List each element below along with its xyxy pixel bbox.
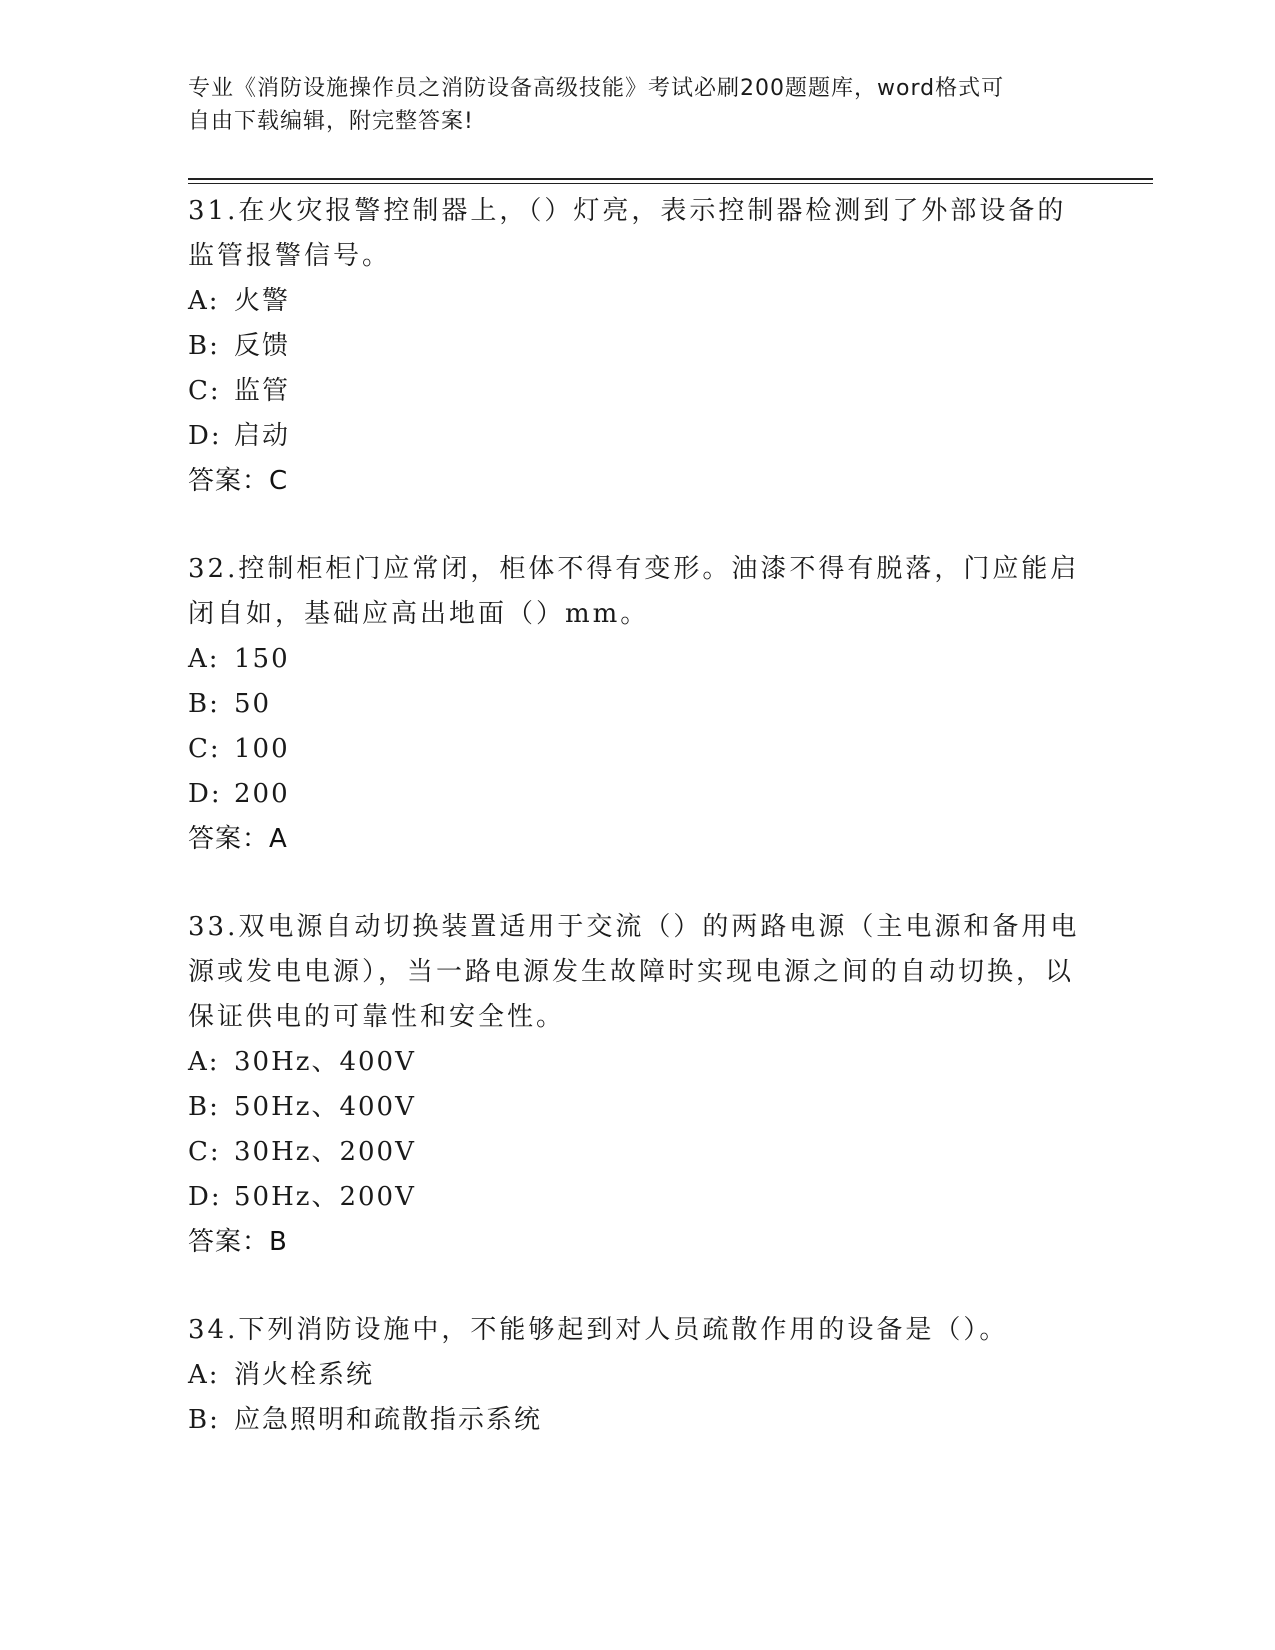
option-d bbox=[188, 414, 1088, 459]
answer-label: 答案：B bbox=[188, 1227, 288, 1257]
option-text: 监管 bbox=[234, 376, 291, 406]
option-a bbox=[188, 279, 1088, 324]
option-letter: B: bbox=[188, 689, 220, 719]
option-c bbox=[188, 369, 1088, 414]
option-letter: B: bbox=[188, 1092, 220, 1122]
option-text: 50 bbox=[234, 689, 272, 719]
option-a bbox=[188, 1040, 1088, 1085]
option-text: 200 bbox=[234, 779, 290, 809]
question-34 bbox=[188, 1308, 1088, 1443]
question-stem: 32.控制柜柜门应常闭，柜体不得有变形。油漆不得有脱落，门应能启闭自如，基础应高出地面（）mm。 bbox=[188, 554, 1080, 629]
question-31 bbox=[188, 189, 1088, 504]
option-letter: B: bbox=[188, 331, 220, 361]
option-letter: B: bbox=[188, 1405, 220, 1435]
option-a bbox=[188, 1353, 1088, 1398]
header-divider-thin bbox=[188, 183, 1153, 184]
option-b bbox=[188, 324, 1088, 369]
option-d bbox=[188, 772, 1088, 817]
question-list bbox=[188, 189, 1088, 1486]
question-32 bbox=[188, 547, 1088, 862]
header-line-1: 专业《消防设施操作员之消防设备高级技能》考试必刷200题题库，word格式可 bbox=[188, 76, 1005, 101]
option-b bbox=[188, 1398, 1088, 1443]
option-text: 30Hz、400V bbox=[234, 1047, 416, 1077]
option-letter: C: bbox=[188, 376, 221, 406]
option-c bbox=[188, 1130, 1088, 1175]
option-letter: A: bbox=[188, 1360, 220, 1390]
question-stem: 31.在火灾报警控制器上，（）灯亮，表示控制器检测到了外部设备的监管报警信号。 bbox=[188, 196, 1067, 271]
header-line-2: 自由下载编辑，附完整答案! bbox=[188, 109, 474, 134]
option-letter: C: bbox=[188, 734, 221, 764]
option-letter: D: bbox=[188, 421, 222, 451]
option-text: 30Hz、200V bbox=[234, 1137, 416, 1167]
option-text: 50Hz、400V bbox=[234, 1092, 416, 1122]
option-b bbox=[188, 1085, 1088, 1130]
option-letter: D: bbox=[188, 1182, 222, 1212]
option-letter: A: bbox=[188, 644, 220, 674]
option-text: 应急照明和疏散指示系统 bbox=[234, 1405, 543, 1435]
option-text: 100 bbox=[234, 734, 290, 764]
header-divider-thick bbox=[188, 178, 1153, 180]
option-text: 50Hz、200V bbox=[234, 1182, 416, 1212]
option-c bbox=[188, 727, 1088, 772]
option-letter: A: bbox=[188, 1047, 220, 1077]
question-stem: 33.双电源自动切换装置适用于交流（）的两路电源（主电源和备用电源或发电电源），当一路电源发生故障时实现电源之间的自动切换，以保证供电的可靠性和安全性。 bbox=[188, 912, 1080, 1032]
option-letter: D: bbox=[188, 779, 222, 809]
option-text: 启动 bbox=[234, 421, 291, 451]
document-header bbox=[188, 72, 1068, 138]
answer-label: 答案：C bbox=[188, 466, 289, 496]
option-text: 150 bbox=[234, 644, 290, 674]
option-letter: A: bbox=[188, 286, 220, 316]
option-text: 消火栓系统 bbox=[234, 1360, 375, 1390]
option-b bbox=[188, 682, 1088, 727]
option-text: 反馈 bbox=[234, 331, 291, 361]
option-d bbox=[188, 1175, 1088, 1220]
question-33 bbox=[188, 905, 1088, 1265]
question-stem: 34.下列消防设施中，不能够起到对人员疏散作用的设备是（）。 bbox=[188, 1315, 1009, 1345]
option-text: 火警 bbox=[234, 286, 291, 316]
option-letter: C: bbox=[188, 1137, 221, 1167]
answer-label: 答案：A bbox=[188, 824, 288, 854]
option-a bbox=[188, 637, 1088, 682]
